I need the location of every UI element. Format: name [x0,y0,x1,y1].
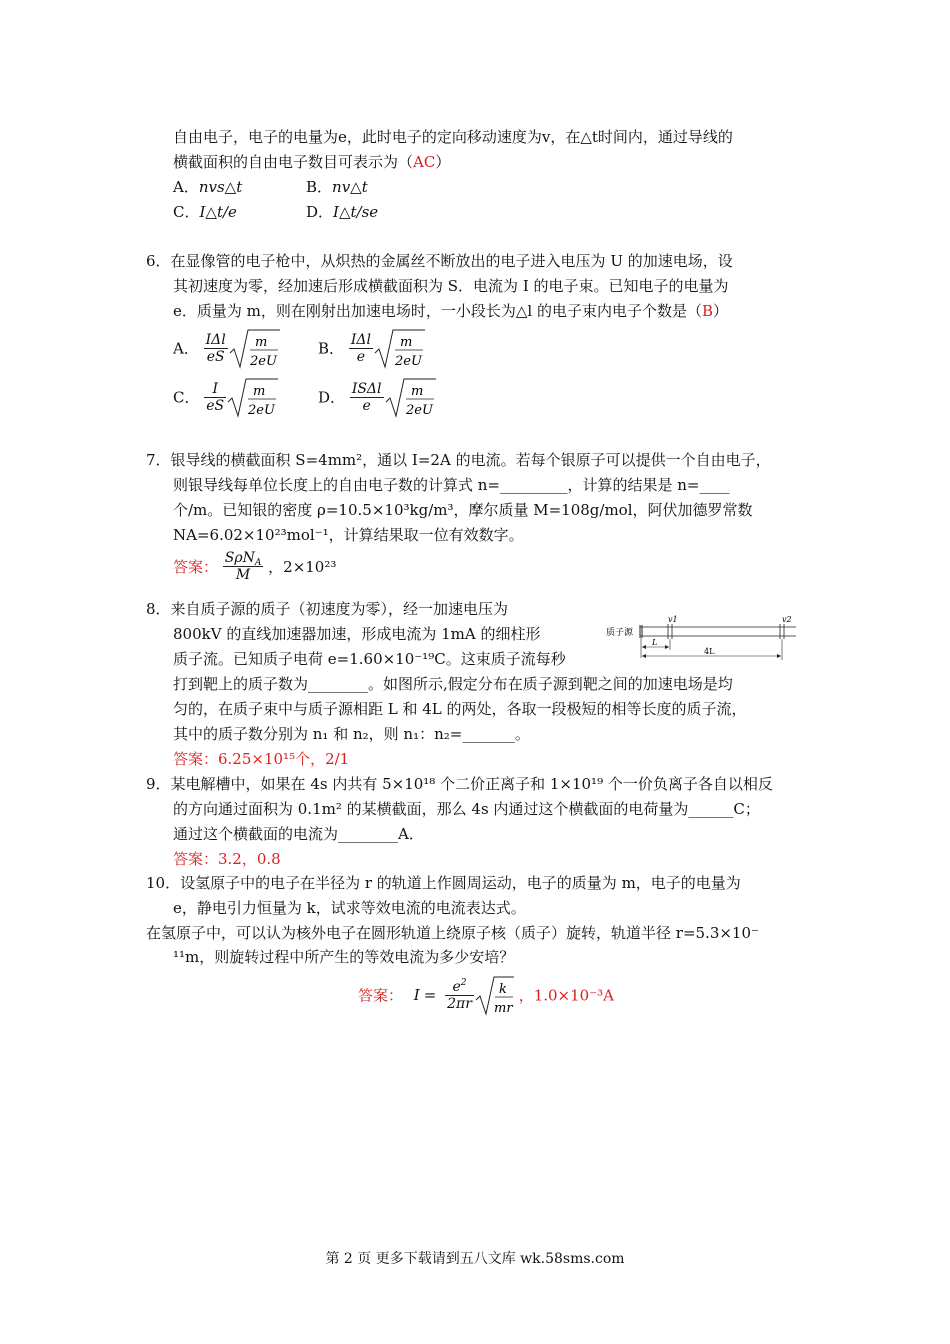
q6-line1: 6．在显像管的电子枪中，从炽热的金属丝不断放出的电子进入电压为 U 的加速电场，设 [146,252,733,270]
q7-line2: 则银导线每单位长度上的自由电子数的计算式 n=_________，计算的结果是 n=____ [173,476,730,494]
svg-text:m: m [410,384,423,399]
q7-line4: NA=6.02×10²³mol⁻¹，计算结果取一位有效数字。 [173,526,524,544]
q8-line2: 800kV 的直线加速器加速，形成电流为 1mA 的细柱形 [173,625,541,643]
sqrt-k-mr [474,974,514,1016]
q9-answer: 答案：3.2，0.8 [173,850,281,868]
q8-line4: 打到靶上的质子数为________。如图所示,假定分布在质子源到靶之间的加速电场是均 [173,675,733,693]
q7-answer: 答案： SρN$_A$ M ，2×10²³ [173,550,337,583]
svg-text:2eU: 2eU [248,403,276,418]
proton-source-label: 质子源 [606,628,634,638]
q8-answer: 答案：6.25×10¹⁵个，2/1 [173,750,350,768]
q10-answer: 答案： I = $\frac{e^2}{2\pi r}$ k mr ，1.0×10⁻³A [358,974,614,1016]
q5-answer: AC [413,153,436,171]
svg-text:2eU: 2eU [249,354,277,369]
q6-option-a: A． IΔl eS m 2eU [173,327,280,369]
q8-line6: 其中的质子数分别为 n₁ 和 n₂，则 n₁：n₂=_______。 [173,725,530,743]
svg-text:mr: mr [493,1001,513,1016]
q5-option-b: B．nv△t [306,178,368,196]
q5-option-c: C．I△t/e [173,203,237,221]
sqrt-a [228,327,280,369]
q9-line2: 的方向通过面积为 0.1m² 的某横截面，那么 4s 内通过这个横截面的电荷量为______C； [173,800,760,818]
q5-option-d: D．I△t/se [306,203,379,221]
q7-line3: 个/m。已知银的密度 ρ=10.5×10³kg/m³，摩尔质量 M=108g/mol，阿伏加德罗常数 [173,501,753,519]
q5-line1: 自由电子，电子的电量为e，此时电子的定向移动速度为v，在△t时间内，通过导线的 [173,128,733,146]
q9-line1: 9．某电解槽中，如果在 4s 内共有 5×10¹⁸ 个二价正离子和 1×10¹⁹ 个一价负离子各自以相反 [146,775,773,793]
q6-line3: e．质量为 m，则在刚射出加速电场时，一小段长为△l 的电子束内电子个数是（B） [173,302,729,320]
svg-text:m: m [399,335,413,350]
svg-text:m: m [254,335,268,350]
L-label: L [652,638,658,647]
svg-text:m: m [253,384,266,399]
sqrt-c [226,376,278,418]
sqrt-b [373,327,425,369]
q10-line2: e，静电引力恒量为 k，试求等效电流的电流表达式。 [173,899,526,917]
sqrt-d [384,376,436,418]
q6-option-d: D． ISΔl e m 2eU [318,376,436,418]
q5-option-a: A．nvs△t [173,178,243,196]
4L-label: 4L [704,647,715,656]
svg-text:2eU: 2eU [405,403,433,418]
q10-line1: 10．设氢原子中的电子在半径为 r 的轨道上作圆周运动，电子的质量为 m，电子的电量为 [146,874,741,892]
q9-line3: 通过这个横截面的电流为________A． [173,825,424,843]
q7-line1: 7．银导线的横截面积 S=4mm²，通以 I=2A 的电流。若每个银原子可以提供一个自由电子， [146,451,771,469]
q6-option-b: B． IΔl e m 2eU [318,327,425,369]
q10-line3: 在氢原子中，可以认为核外电子在圆形轨道上绕原子核（质子）旋转，轨道半径 r=5.3×10⁻ [146,924,759,942]
v2-label: v2 [782,615,792,624]
q6-answer: B [701,302,714,320]
q6-option-c: C． $\frac{I}{eS}$ m 2eU [173,376,278,418]
proton-beam-diagram [604,614,800,664]
svg-text:2eU: 2eU [394,354,422,369]
q8-line1: 8．来自质子源的质子（初速度为零），经一加速电压为 [146,600,509,618]
q7-answer-formula: SρN$_A$ M [224,550,262,583]
q10-line4: ¹¹m，则旋转过程中所产生的等效电流为多少安培？ [173,948,515,966]
q8-line5: 匀的，在质子束中与质子源相距 L 和 4L 的两处，各取一段极短的相等长度的质子流， [173,700,747,718]
v1-label: v1 [668,615,678,624]
q6-line2: 其初速度为零，经加速后形成横截面积为 S．电流为 I 的电子束。已知电子的电量为 [173,277,729,295]
q5-line2: 横截面积的自由电子数目可表示为（AC） [173,153,451,171]
q8-line3: 质子流。已知质子电荷 e=1.60×10⁻¹⁹C。这束质子流每秒 [173,650,566,668]
page-footer: 第 2 页 更多下载请到五八文库 wk.58sms.com [325,1251,625,1267]
svg-text:k: k [498,982,507,997]
